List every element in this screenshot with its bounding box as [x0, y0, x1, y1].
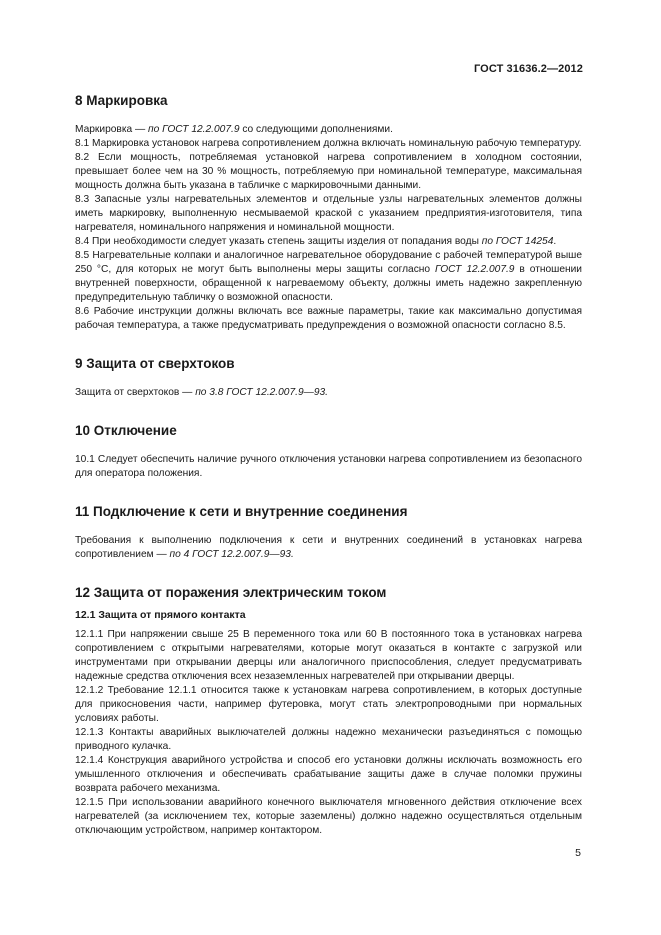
section-9-title: 9 Защита от сверхтоков: [75, 356, 235, 371]
paragraph-8-4-tail: .: [553, 236, 557, 247]
subsection-12-1-title: 12.1 Защита от прямого контакта: [75, 609, 246, 621]
section-8-title: 8 Маркировка: [75, 93, 168, 108]
section-8-intro: [75, 123, 582, 137]
paragraph-11-text: Требования к выполнению подключения к сети и внутренних соединений в установках нагрева сопротивлением —: [75, 535, 582, 560]
paragraph-8-5-text: 8.5 Нагревательные колпаки и аналогичное нагревательное оборудование с рабочей температурой выше 250 °С, для которых не могут быть выполнены меры защиты согласно: [75, 250, 582, 275]
paragraph-11: [75, 534, 582, 562]
paragraph-8-5: [75, 249, 582, 305]
document-code: ГОСТ 31636.2—2012: [473, 63, 583, 75]
paragraph-8-4-ref: по ГОСТ 14254: [481, 236, 554, 247]
paragraph-8-1-text: 8.1 Маркировка установок нагрева сопротивлением должна включать номинальную рабочую температуру.: [75, 138, 582, 149]
section-10-title: 10 Отключение: [75, 423, 177, 438]
section-11-title: 11 Подключение к сети и внутренние соединения: [75, 504, 408, 519]
page-number: 5: [575, 847, 581, 859]
paragraph-12-1-3: 12.1.3 Контакты аварийных выключателей должны надежно механически разъединяться с помощью приводного кулачка.: [75, 727, 582, 752]
paragraph-12-1-5: 12.1.5 При использовании аварийного конечного выключателя мгновенного действия отключение всех нагревателей (за исключением тех, которые заземлены) должно надежно осуществляться отдельным отключающим устройством, например контактором.: [75, 797, 582, 836]
paragraph-8-5-ref: ГОСТ 12.2.007.9: [435, 264, 515, 275]
paragraph-9-ref: по 3.8 ГОСТ 12.2.007.9—93.: [195, 387, 328, 398]
paragraph-12-1-1: 12.1.1 При напряжении свыше 25 В переменного тока или 60 В постоянного тока в установках нагрева сопротивлением с открытыми нагревателями, которые могут оказаться в контакте с загрузкой или инструментами при открывании дверцы или аналогичного приспособления, следует предусматривать надежные средства отключения всех незаземленных нагревателей при открывании дверцы.: [75, 629, 582, 682]
intro-tail: со следующими дополнениями.: [239, 124, 393, 135]
paragraph-11-ref: по 4 ГОСТ 12.2.007.9—93.: [169, 549, 294, 560]
paragraph-9: [75, 386, 582, 400]
section-12-title: 12 Защита от поражения электрическим током: [75, 585, 387, 600]
paragraph-8-3: 8.3 Запасные узлы нагревательных элементов и отдельные узлы нагревательных элементов должны иметь маркировку, выполненную несмываемой краской с указанием предприятия-изготовителя, типа нагревателя, номинального напряжения и номинальной мощности.: [75, 194, 582, 233]
paragraph-9-text: Защита от сверхтоков —: [75, 387, 196, 398]
paragraph-12-1-2: 12.1.2 Требование 12.1.1 относится также к установкам нагрева сопротивлением, в которых доступные для прикосновения части, например футеровка, могут стать электропроводными при нормальных условиях работы.: [75, 685, 582, 724]
document-body: [75, 92, 582, 838]
paragraph-8-4-text: 8.4 При необходимости следует указать степень защиты изделия от попадания воды: [75, 236, 482, 247]
paragraph-10-1: 10.1 Следует обеспечить наличие ручного отключения установки нагрева сопротивлением из безопасного для оператора положения.: [75, 454, 582, 479]
paragraph-8-2: 8.2 Если мощность, потребляемая установкой нагрева сопротивлением в холодном состоянии, превышает более чем на 30 % мощность, потребляемую при номинальной температуре, максимальная мощность должна быть указана в табличке с маркировочными данными.: [75, 152, 582, 191]
intro-ref: по ГОСТ 12.2.007.9: [148, 124, 240, 135]
paragraph-8-4: [75, 235, 582, 249]
paragraph-8-6: 8.6 Рабочие инструкции должны включать все важные параметры, такие как максимально допустимая рабочая температура, а также предусматривать предупреждения о возможной опасности согласно 8.5.: [75, 306, 582, 331]
paragraph-8-5-tail: в отношении внутренней поверхности, обращенной к нагреваемому объекту, должны иметь надежно закрепленную предупредительную табличку о возможной опасности.: [75, 264, 582, 303]
paragraph-12-1-4: 12.1.4 Конструкция аварийного устройства и способ его установки должны исключать возможность его умышленного отключения и обеспечивать срабатывание защиты даже в случае поломки пружины возврата рабочего механизма.: [75, 755, 582, 794]
intro-text: Маркировка —: [75, 124, 149, 135]
paragraph-8-1: [75, 137, 582, 151]
